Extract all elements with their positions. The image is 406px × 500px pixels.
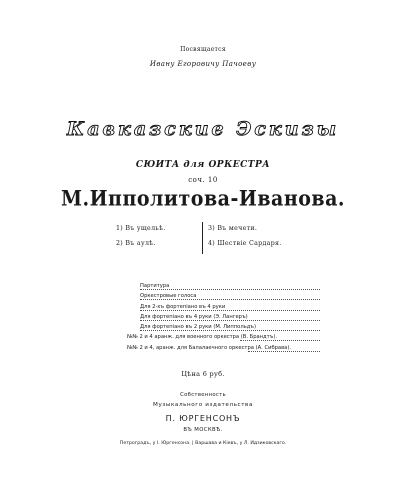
publisher-ownership: Собственность bbox=[180, 392, 226, 398]
opus-number: соч. 10 bbox=[188, 176, 218, 184]
edition-item bbox=[140, 323, 320, 333]
edition-item bbox=[140, 282, 320, 292]
dedication-label: Посвящается bbox=[180, 46, 226, 53]
price: Цѣна 6 руб. bbox=[181, 370, 225, 378]
edition-label: Партитура bbox=[140, 283, 170, 289]
edition-item bbox=[140, 303, 320, 313]
movement-item: 1) Въ ущельѣ. bbox=[116, 225, 166, 232]
edition-label: Для фортепіано въ 2 руки (М. Липпольдъ) bbox=[140, 324, 256, 331]
edition-item bbox=[140, 313, 320, 323]
publisher-branches: Петроградъ, у І. Юргенсона. | Варшава и Кіевъ, у Л. Идзиковскаго. bbox=[119, 441, 287, 446]
edition-item bbox=[140, 292, 320, 302]
edition-label: Для фортепіано въ 4 руки (Э. Лангеръ) bbox=[140, 313, 248, 320]
edition-label: №№ 2 и 4 аранж. для военного оркестра (В. Брандтъ). bbox=[127, 334, 278, 341]
edition-item bbox=[127, 344, 320, 354]
movement-item: 3) Въ мечети. bbox=[208, 225, 258, 232]
dedication-name: Ивану Егоровичу Пачоеву bbox=[149, 60, 257, 68]
publisher-house-label: Музыкального издательства bbox=[153, 402, 253, 408]
work-title: Кавказские Эскизы bbox=[66, 118, 340, 140]
work-subtitle: СЮИТА для ОРКЕСТРА bbox=[135, 160, 271, 170]
movement-item: 2) Въ аулѣ. bbox=[116, 240, 156, 247]
movement-item: 4) Шествіе Сардаря. bbox=[208, 240, 282, 247]
edition-label: Для 2-хъ фортепіано въ 4 руки bbox=[140, 303, 226, 310]
publisher-city: ВЪ МОСКВѢ. bbox=[183, 427, 223, 433]
publisher-name: П. ЮРГЕНСОНЪ bbox=[165, 414, 241, 423]
edition-label: Оркестровые голоса bbox=[140, 293, 197, 300]
composer-name: М.Ипполитова-Иванова. bbox=[60, 186, 346, 212]
movement-divider bbox=[202, 222, 203, 254]
edition-label: №№ 2 и 4, аранж. для Балалаечного оркестра (А. Сибрава). bbox=[127, 344, 292, 351]
edition-list bbox=[127, 282, 320, 354]
edition-item bbox=[127, 333, 320, 343]
movement-list bbox=[0, 220, 406, 260]
